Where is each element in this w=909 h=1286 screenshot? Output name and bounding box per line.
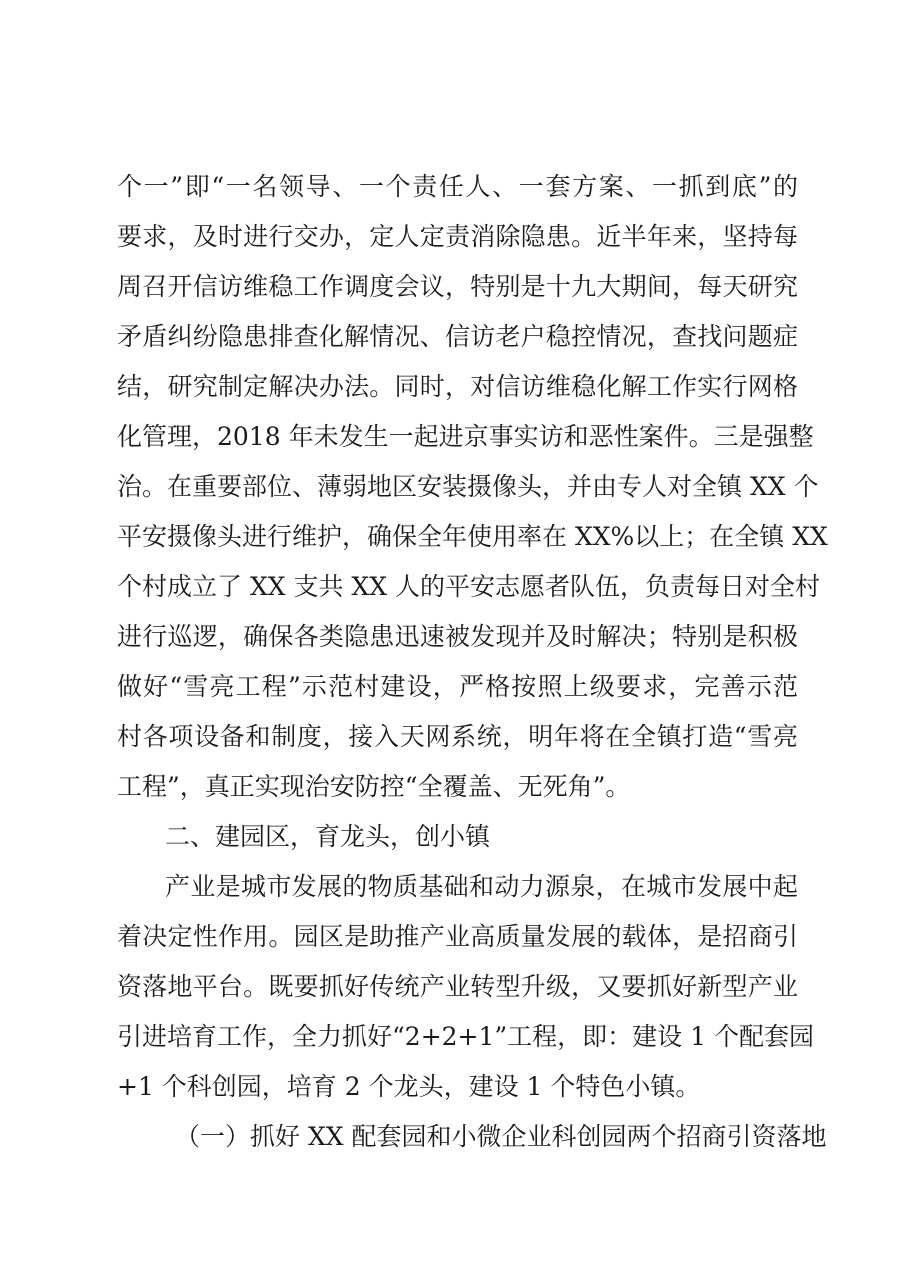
paragraph-line: 化管理，2018 年未发生一起进京事实访和恶性案件。三是强整 (117, 422, 814, 451)
paragraph-line: 矛盾纠纷隐患排查化解情况、信访老户稳控情况，查找问题症 (117, 322, 798, 351)
paragraph-line: 个村成立了 XX 支共 XX 人的平安志愿者队伍，负责每日对全村 (117, 572, 820, 601)
paragraph-line: 做好“雪亮工程”示范村建设，严格按照上级要求，完善示范 (117, 672, 798, 701)
paragraph-line: 资落地平台。既要抓好传统产业转型升级，又要抓好新型产业 (117, 972, 798, 1001)
paragraph-line: 要求，及时进行交办，定人定责消除隐患。近半年来，坚持每 (117, 222, 798, 251)
paragraph-first-line: 产业是城市发展的物质基础和动力源泉，在城市发展中起 (165, 872, 798, 901)
paragraph-line: 个一”即“一名领导、一个责任人、一套方案、一抓到底”的 (117, 172, 798, 201)
paragraph-line: 进行巡逻，确保各类隐患迅速被发现并及时解决；特别是积极 (117, 622, 798, 651)
subsection-heading: （一）抓好 XX 配套园和小微企业科创园两个招商引资落地 (175, 1122, 827, 1151)
paragraph-line: 着决定性作用。园区是助推产业高质量发展的载体，是招商引 (117, 922, 798, 951)
paragraph-last-line: 工程”，真正实现治安防控“全覆盖、无死角”。 (117, 772, 631, 801)
document-body (117, 167, 828, 1167)
paragraph-line: 结，研究制定解决办法。同时，对信访维稳化解工作实行网格 (117, 372, 798, 401)
paragraph-line: 平安摄像头进行维护，确保全年使用率在 XX%以上；在全镇 XX (117, 522, 828, 551)
section-heading: 二、建园区，育龙头，创小镇 (165, 822, 491, 851)
paragraph-line: 村各项设备和制度，接入天网系统，明年将在全镇打造“雪亮 (117, 722, 798, 751)
paragraph-last-line: +1 个科创园，培育 2 个龙头，建设 1 个特色小镇。 (117, 1072, 701, 1101)
paragraph-line: 治。在重要部位、薄弱地区安装摄像头，并由专人对全镇 XX 个 (117, 472, 819, 501)
paragraph-line: 引进培育工作，全力抓好“2+2+1”工程，即：建设 1 个配套园 (117, 1022, 814, 1051)
paragraph-line: 周召开信访维稳工作调度会议，特别是十九大期间，每天研究 (117, 272, 798, 301)
